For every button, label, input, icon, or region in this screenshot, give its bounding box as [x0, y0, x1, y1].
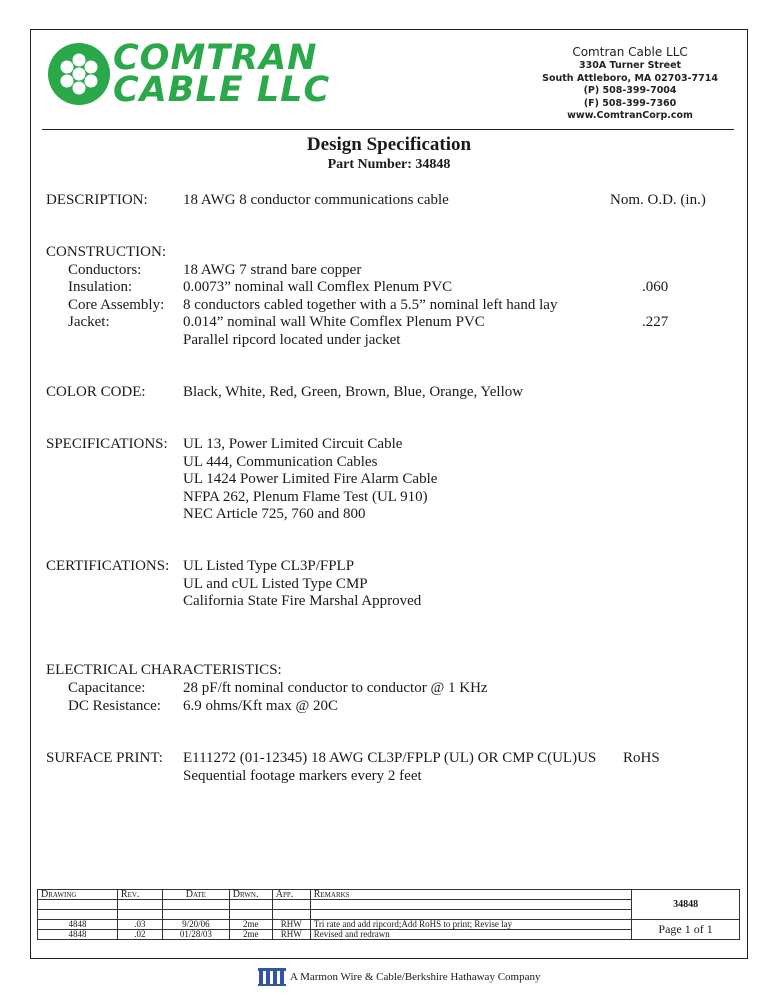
- specification-item: UL 13, Power Limited Circuit Cable: [183, 436, 403, 452]
- construction-row-label: Core Assembly:: [68, 297, 165, 313]
- electrical-row-label: Capacitance:: [68, 680, 146, 696]
- company-name: Comtran Cable LLC: [572, 45, 688, 59]
- company-address2: South Attleboro, MA 02703-7714: [542, 72, 718, 84]
- certifications-label: CERTIFICATIONS:: [46, 558, 170, 574]
- surface-print-label: SURFACE PRINT:: [46, 750, 163, 766]
- specification-item: NFPA 262, Plenum Flame Test (UL 910): [183, 489, 428, 505]
- construction-row-od: .060: [642, 279, 669, 295]
- revision-drwn: 2me: [229, 930, 272, 940]
- title-block-part-number: 34848: [632, 890, 740, 920]
- construction-row-value: 18 AWG 7 strand bare copper: [183, 262, 362, 278]
- company-website: www.ComtranCorp.com: [567, 110, 693, 121]
- revision-remarks: Tri rate and add ripcord;Add RoHS to print; Revise lay: [310, 920, 631, 930]
- description-value: 18 AWG 8 conductor communications cable: [183, 192, 449, 208]
- description-label: DESCRIPTION:: [46, 192, 148, 208]
- page-title: Design Specification: [306, 134, 472, 155]
- electrical-row-value: 28 pF/ft nominal conductor to conductor @ 1 KHz: [183, 680, 488, 696]
- rohs-mark: RoHS: [623, 750, 660, 766]
- col-drwn-header: Drwn.: [229, 890, 272, 900]
- construction-row-value: 8 conductors cabled together with a 5.5” nominal left hand lay: [183, 297, 558, 313]
- col-rev-header: Rev.: [117, 890, 162, 900]
- revision-drwn: 2me: [229, 920, 272, 930]
- revision-rev: .03: [117, 920, 162, 930]
- company-address1: 330A Turner Street: [579, 60, 682, 71]
- brand-name-line2: CABLE LLC: [113, 70, 331, 110]
- specification-item: NEC Article 725, 760 and 800: [183, 506, 366, 522]
- revision-title-block: [37, 889, 740, 940]
- electrical-row-value: 6.9 ohms/Kft max @ 20C: [183, 698, 339, 714]
- part-number: Part Number: 34848: [327, 157, 451, 172]
- page-indicator: Page 1 of 1: [632, 920, 740, 940]
- marmon-logo-icon: [258, 966, 286, 988]
- revision-drawing: 4848: [38, 930, 118, 940]
- construction-row-od: .227: [642, 314, 669, 330]
- surface-print-line2: Sequential footage markers every 2 feet: [183, 768, 422, 784]
- construction-row-value: Parallel ripcord located under jacket: [183, 332, 401, 348]
- electrical-row-label: DC Resistance:: [68, 698, 161, 714]
- col-remarks-header: Remarks: [310, 890, 631, 900]
- construction-row-value: 0.0073” nominal wall Comflex Plenum PVC: [183, 279, 453, 295]
- specification-item: UL 444, Communication Cables: [183, 454, 378, 470]
- certification-item: UL Listed Type CL3P/FPLP: [183, 558, 355, 574]
- specification-item: UL 1424 Power Limited Fire Alarm Cable: [183, 471, 438, 487]
- construction-label: CONSTRUCTION:: [46, 244, 167, 260]
- certification-item: UL and cUL Listed Type CMP: [183, 576, 368, 592]
- col-app-header: App.: [272, 890, 310, 900]
- revision-drawing: 4848: [38, 920, 118, 930]
- specifications-label: SPECIFICATIONS:: [46, 436, 168, 452]
- color-code-value: Black, White, Red, Green, Brown, Blue, Orange, Yellow: [183, 384, 524, 400]
- company-phone: (P) 508-399-7004: [583, 85, 677, 96]
- revision-rev: .02: [117, 930, 162, 940]
- company-fax: (F) 508-399-7360: [583, 97, 677, 109]
- construction-row-label: Conductors:: [68, 262, 142, 278]
- color-code-label: COLOR CODE:: [46, 384, 146, 400]
- construction-row-label: Insulation:: [68, 279, 133, 295]
- electrical-label: ELECTRICAL CHARACTERISTICS:: [46, 662, 282, 678]
- revision-date: 01/28/03: [162, 930, 229, 940]
- revision-app: RHW: [272, 920, 310, 930]
- table-row: [38, 920, 740, 930]
- construction-row-value: 0.014” nominal wall White Comflex Plenum PVC: [183, 314, 485, 330]
- title-block-header: [38, 890, 740, 900]
- footer: [258, 965, 540, 989]
- comtran-logo-icon: [47, 42, 111, 106]
- footer-text: A Marmon Wire & Cable/Berkshire Hathaway Company: [290, 971, 541, 983]
- revision-date: 9/20/06: [162, 920, 229, 930]
- brand-name-line1: COMTRAN: [113, 38, 318, 78]
- col-date-header: Date: [162, 890, 229, 900]
- header-divider: [42, 129, 734, 130]
- company-contact: [542, 44, 718, 123]
- col-drawing-header: Drawing: [38, 890, 118, 900]
- od-header: Nom. O.D. (in.): [610, 192, 706, 208]
- revision-remarks: Revised and redrawn: [310, 930, 631, 940]
- revision-app: RHW: [272, 930, 310, 940]
- surface-print-line1: E111272 (01-12345) 18 AWG CL3P/FPLP (UL) OR CMP C(UL)US: [183, 750, 597, 766]
- construction-row-label: Jacket:: [68, 314, 110, 330]
- certification-item: California State Fire Marshal Approved: [183, 593, 422, 609]
